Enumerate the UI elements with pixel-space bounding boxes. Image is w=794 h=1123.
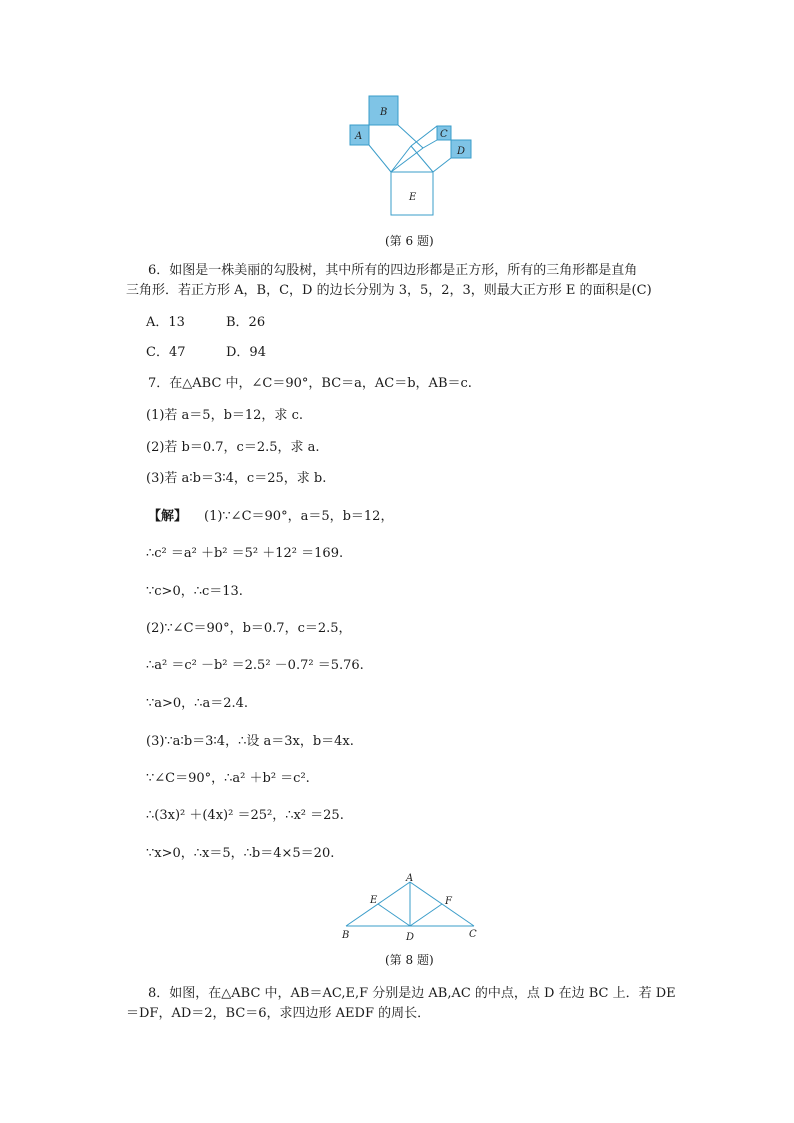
figure-6-pythagoras-tree — [340, 90, 480, 220]
q6-line-2: 三角形．若正方形 A，B，C，D 的边长分别为 3，5，2，3，则最大正方形 E 的面积是(C) — [126, 283, 652, 298]
figure-6-caption: (第 6 题) — [385, 234, 434, 248]
q7-solution-line-3: ∵c>0，∴c＝13. — [146, 584, 243, 599]
q7-part-3: (3)若 a∶b＝3∶4，c＝25，求 b. — [146, 471, 327, 486]
label-e: E — [409, 192, 417, 203]
q6-option-c: C．47 — [146, 345, 186, 360]
q7-solution-line-8: ∵∠C＝90°，∴a² ＋b² ＝c². — [146, 771, 310, 786]
label-d: D — [406, 932, 415, 942]
label-d: D — [457, 146, 466, 157]
label-c: C — [469, 929, 477, 940]
q8-line-2: ＝DF，AD＝2，BC＝6，求四边形 AEDF 的周长． — [126, 1006, 431, 1021]
q7-solution-tag: 【解】 — [148, 509, 188, 524]
q7-solution-line-10: ∵x>0，∴x＝5，∴b＝4×5＝20. — [146, 846, 335, 861]
label-f: F — [445, 896, 452, 907]
figure-8-triangle — [335, 870, 485, 942]
q7-part-2: (2)若 b＝0.7，c＝2.5，求 a. — [146, 440, 320, 455]
label-b: B — [380, 107, 388, 118]
q7-stem: 7．在△ABC 中，∠C＝90°，BC＝a，AC＝b，AB＝c. — [148, 376, 472, 391]
label-a: A — [355, 131, 363, 142]
q7-solution-line-6: ∵a>0，∴a＝2.4. — [146, 696, 249, 711]
q8-line-1: 8．如图，在△ABC 中，AB＝AC,E,F 分别是边 AB,AC 的中点，点 D 在边 BC 上．若 DE — [148, 986, 676, 1001]
triangle-lines — [346, 882, 474, 926]
label-e: E — [370, 895, 378, 906]
q6-option-a: A．13 — [146, 315, 185, 330]
label-c: C — [440, 129, 448, 140]
q7-part-1: (1)若 a＝5，b＝12，求 c. — [146, 408, 303, 423]
q6-option-d: D．94 — [226, 345, 266, 360]
q7-solution-line-5: ∴a² ＝c² －b² ＝2.5² －0.7² ＝5.76. — [146, 658, 364, 673]
q7-solution-line-9: ∴(3x)² ＋(4x)² ＝25²，∴x² ＝25. — [146, 808, 344, 823]
label-a: A — [406, 873, 414, 884]
figure-8-caption: (第 8 题) — [385, 953, 434, 967]
q7-solution-line-1: (1)∵∠C＝90°，a＝5，b＝12， — [204, 509, 394, 524]
label-b: B — [342, 930, 350, 941]
q6-line-1: 6．如图是一株美丽的勾股树，其中所有的四边形都是正方形，所有的三角形都是直角 — [148, 263, 638, 278]
q7-solution-line-4: (2)∵∠C＝90°，b＝0.7，c＝2.5， — [146, 621, 352, 636]
q7-solution-line-2: ∴c² ＝a² ＋b² ＝5² ＋12² ＝169. — [146, 546, 344, 561]
q7-solution-line-7: (3)∵a∶b＝3∶4，∴设 a＝3x，b＝4x. — [146, 734, 354, 749]
q6-option-b: B．26 — [226, 315, 266, 330]
